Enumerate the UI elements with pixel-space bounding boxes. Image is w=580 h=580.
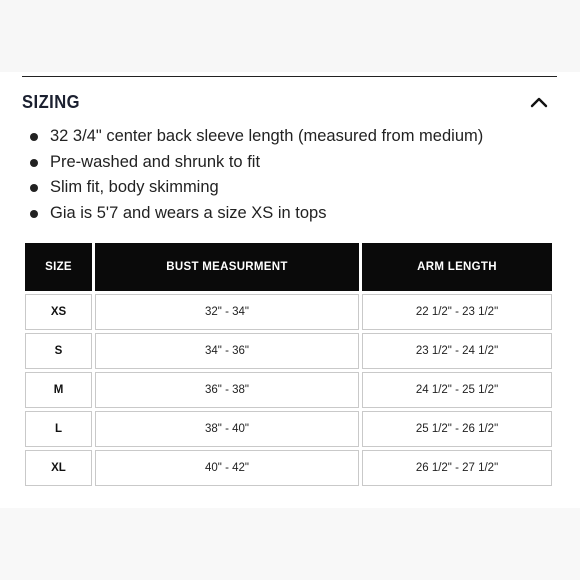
size-cell: XL <box>25 450 92 486</box>
list-item <box>26 201 556 227</box>
bust-cell: 36" - 38" <box>95 372 359 408</box>
top-background-band <box>0 0 580 72</box>
size-cell: L <box>25 411 92 447</box>
sizing-accordion-header[interactable] <box>22 86 557 118</box>
size-cell: XS <box>25 294 92 330</box>
list-item <box>26 150 556 176</box>
collapse-toggle-button[interactable] <box>527 90 551 114</box>
list-item-text: 32 3/4" center back sleeve length (measured from medium) <box>50 127 484 145</box>
bust-cell: 32" - 34" <box>95 294 359 330</box>
list-item-text: Gia is 5'7 and wears a size XS in tops <box>50 204 327 223</box>
bust-cell: 38" - 40" <box>95 411 359 447</box>
table-header-row <box>25 243 552 291</box>
table-row <box>25 333 552 369</box>
column-header-arm-length: ARM LENGTH <box>362 243 552 291</box>
arm-length-cell: 23 1/2" - 24 1/2" <box>362 333 552 369</box>
list-item <box>26 175 556 201</box>
chevron-up-icon <box>530 96 548 108</box>
bust-cell: 40" - 42" <box>95 450 359 486</box>
table-row <box>25 372 552 408</box>
list-item-text: Slim fit, body skimming <box>50 178 219 197</box>
column-header-size: SIZE <box>25 243 92 291</box>
bullet-icon <box>30 184 38 192</box>
size-cell: M <box>25 372 92 408</box>
column-header-bust: BUST MEASURMENT <box>95 243 359 291</box>
bust-cell: 34" - 36" <box>95 333 359 369</box>
bullet-icon <box>30 159 38 167</box>
table-row <box>25 294 552 330</box>
list-item-text: Pre-washed and shrunk to fit <box>50 152 261 171</box>
list-item <box>26 124 556 150</box>
table-row <box>25 411 552 447</box>
arm-length-cell: 24 1/2" - 25 1/2" <box>362 372 552 408</box>
arm-length-cell: 22 1/2" - 23 1/2" <box>362 294 552 330</box>
bottom-background-band <box>0 508 580 580</box>
bullet-icon <box>30 133 38 141</box>
arm-length-cell: 25 1/2" - 26 1/2" <box>362 411 552 447</box>
product-details-list <box>26 124 556 227</box>
bullet-icon <box>30 210 38 218</box>
table-row <box>25 450 552 486</box>
section-title: SIZING <box>22 91 80 112</box>
size-cell: S <box>25 333 92 369</box>
arm-length-cell: 26 1/2" - 27 1/2" <box>362 450 552 486</box>
section-divider <box>22 76 557 77</box>
size-chart-table <box>22 240 555 489</box>
